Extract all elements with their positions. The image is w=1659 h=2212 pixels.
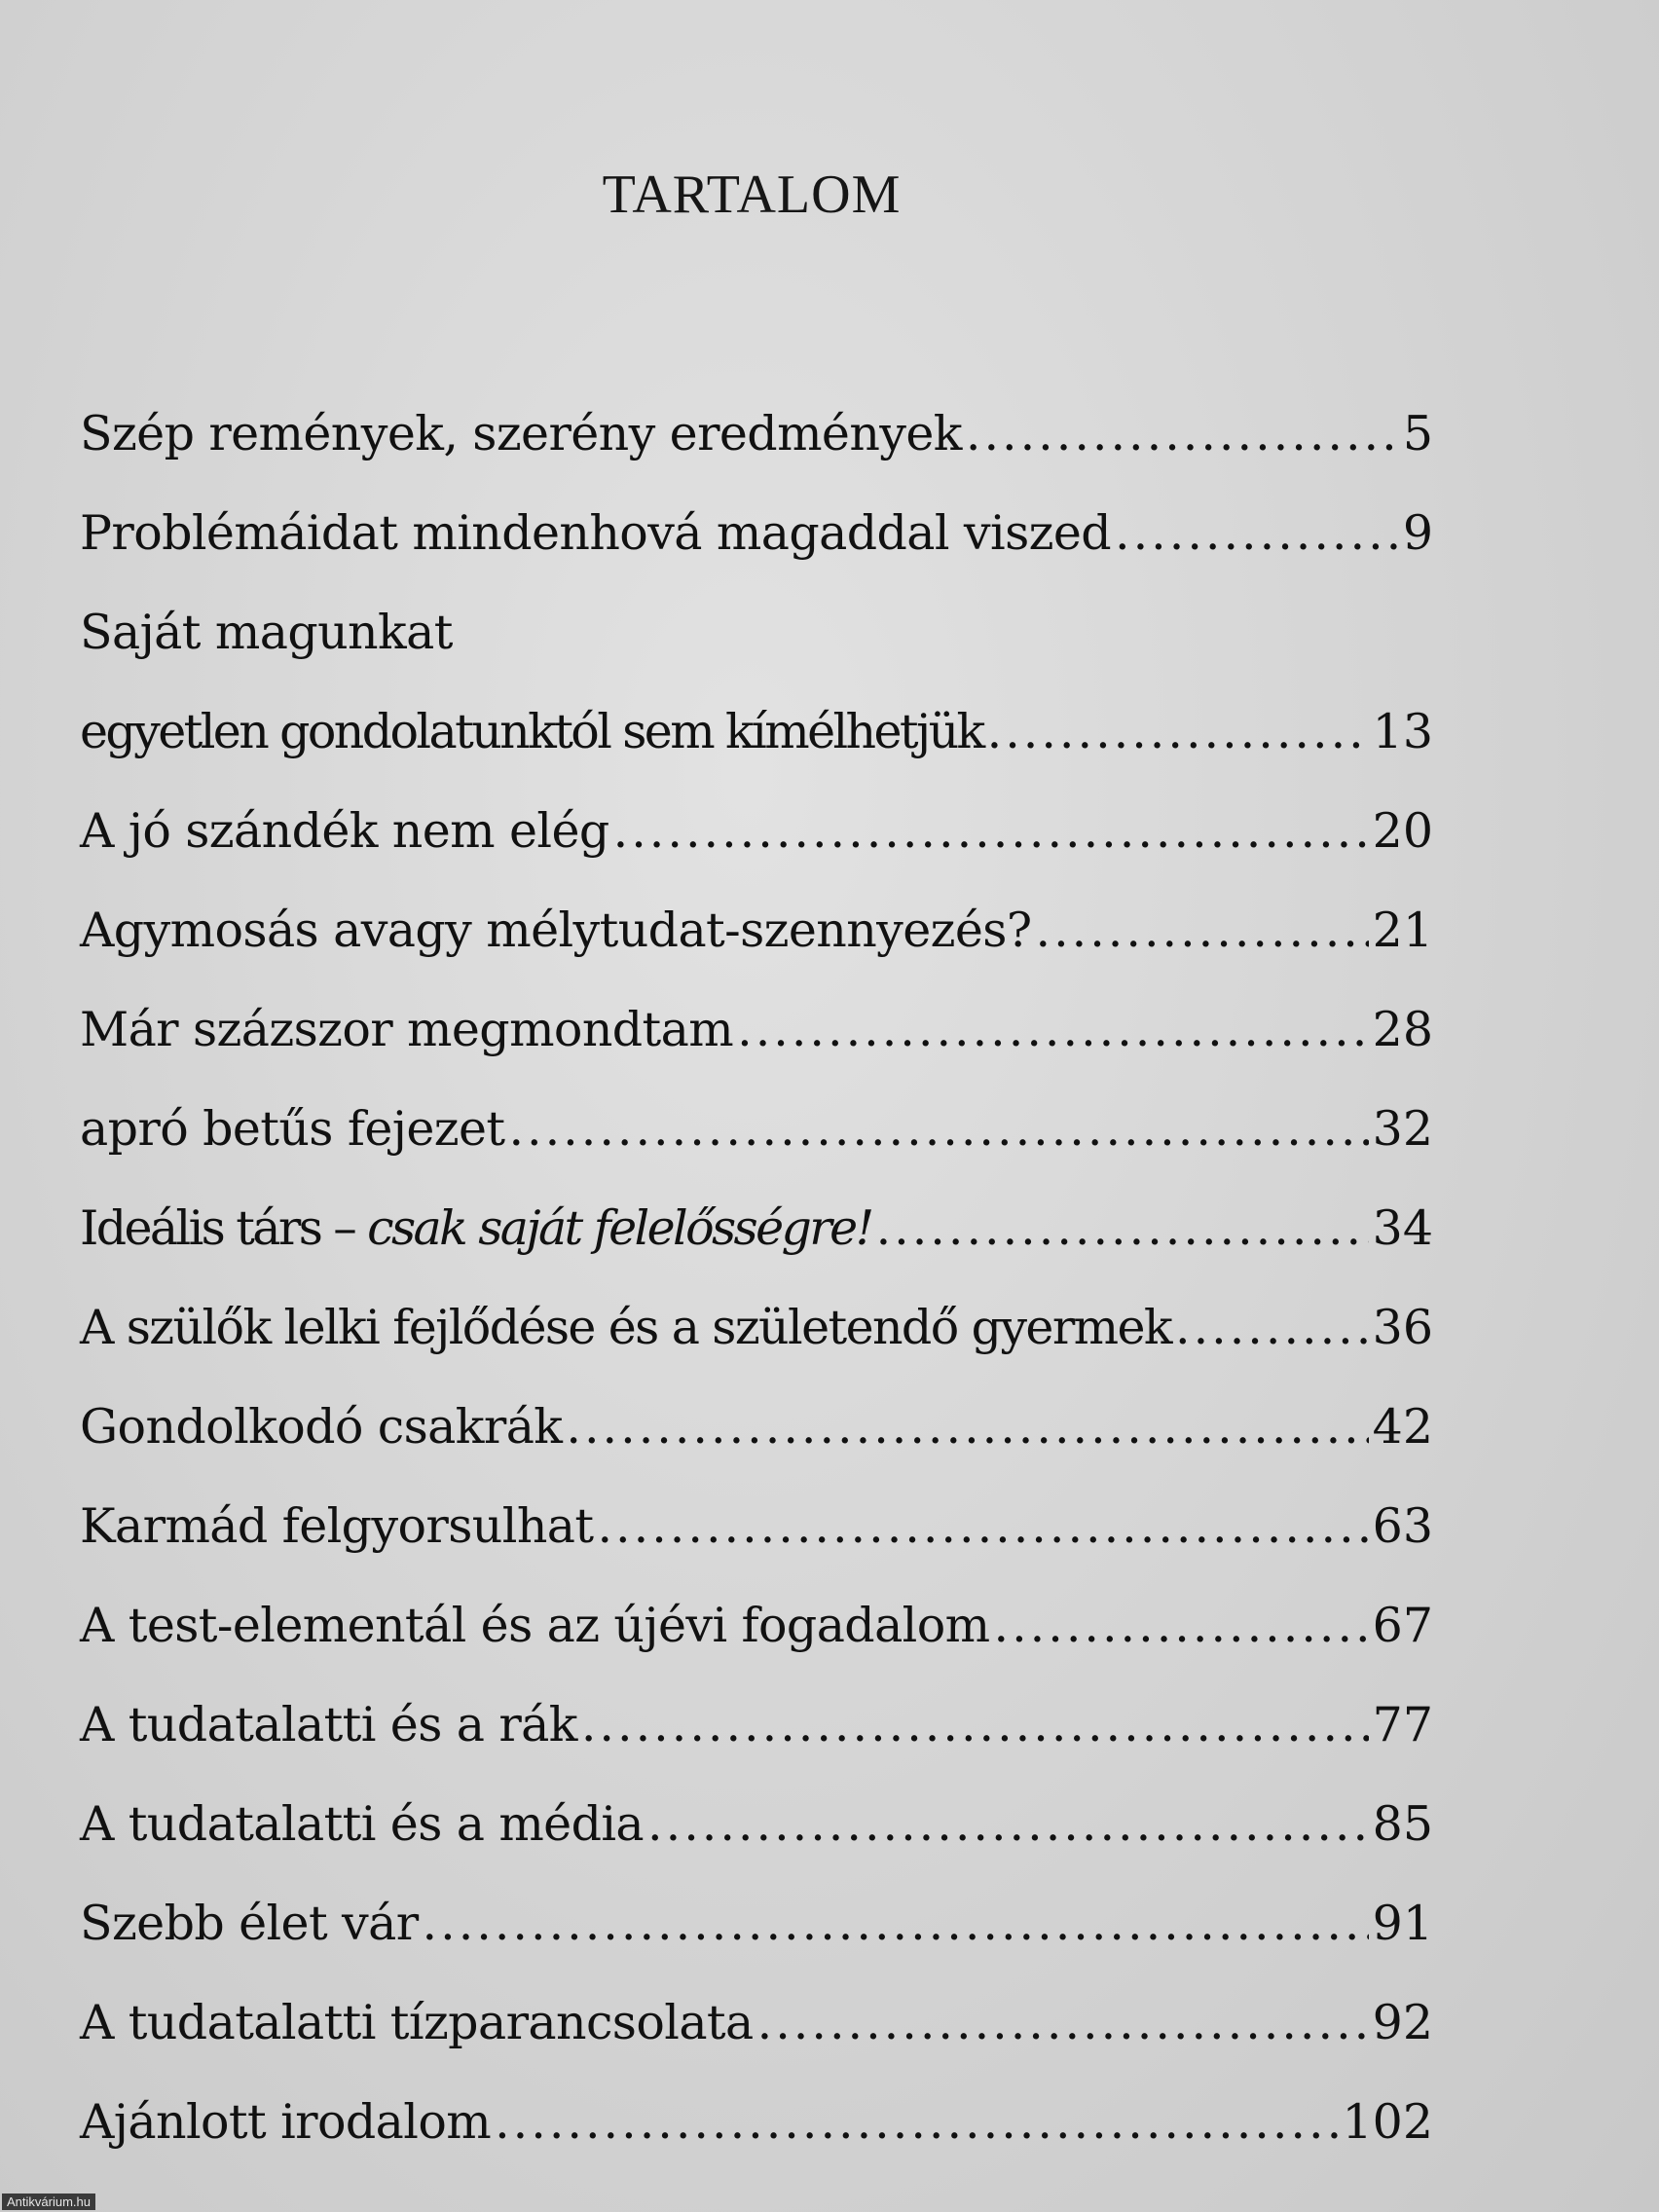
toc-entry-page: 42	[1372, 1399, 1433, 1455]
toc-entry	[80, 2073, 1433, 2172]
toc-entry-title-plain: Ideális társ –	[80, 1200, 368, 1256]
toc-entry	[80, 1973, 1433, 2073]
toc-entry-page: 20	[1372, 803, 1433, 859]
toc-entry-title: Saját magunkat	[80, 605, 453, 660]
toc-entry-page: 32	[1372, 1101, 1433, 1157]
dot-leader	[994, 1576, 1369, 1676]
toc-entry	[80, 1775, 1433, 1874]
toc-entry-title: Ajánlott irodalom	[80, 2094, 492, 2150]
toc-entry-title: A tudatalatti és a média	[80, 1796, 645, 1852]
toc-entry-title: Már százszor megmondtam	[80, 1002, 734, 1057]
toc-entry-title: A test-elementál és az újévi fogadalom	[80, 1598, 990, 1653]
toc-entry	[80, 1278, 1433, 1378]
toc-entry	[80, 1378, 1433, 1477]
toc-entry	[80, 1477, 1433, 1576]
toc-entry-title: Szebb élet vár	[80, 1896, 419, 1951]
dot-leader	[581, 1676, 1369, 1775]
watermark-label: Antikvárium.hu	[2, 2194, 95, 2210]
dot-leader	[1036, 881, 1369, 980]
toc-entry-title: A jó szándék nem elég	[80, 803, 609, 859]
page-title: TARTALOM	[602, 165, 902, 225]
dot-leader	[508, 1080, 1368, 1179]
toc-entry-page: 5	[1402, 406, 1433, 461]
toc-entry-title: A tudatalatti és a rák	[80, 1697, 577, 1752]
toc-entry	[80, 1676, 1433, 1775]
toc-entry-title: Agymosás avagy mélytudat-szennyezés?	[80, 903, 1032, 958]
dot-leader	[495, 2073, 1338, 2172]
toc-entry-page: 9	[1402, 505, 1433, 561]
toc-entry	[80, 782, 1433, 881]
dot-leader	[966, 385, 1399, 484]
toc-entry-page: 102	[1342, 2094, 1433, 2150]
toc-entry	[80, 682, 1433, 782]
dot-leader	[1115, 484, 1399, 583]
toc-entry	[80, 1179, 1433, 1278]
toc-entry-page: 92	[1372, 1995, 1433, 2050]
toc-entry	[80, 1874, 1433, 1973]
dot-leader	[876, 1179, 1369, 1278]
toc-entry	[80, 881, 1433, 980]
dot-leader	[647, 1775, 1369, 1874]
dot-leader	[737, 980, 1369, 1080]
toc-entry-page: 28	[1372, 1002, 1433, 1057]
dot-leader	[1175, 1278, 1369, 1378]
dot-leader	[987, 682, 1369, 782]
dot-leader	[613, 782, 1369, 881]
table-of-contents	[80, 385, 1433, 2172]
toc-entry	[80, 385, 1433, 484]
toc-entry-title: A tudatalatti tízparancsolata	[80, 1995, 754, 2050]
toc-entry-page: 77	[1372, 1697, 1433, 1752]
toc-entry	[80, 583, 1433, 682]
toc-entry-page: 85	[1372, 1796, 1433, 1852]
toc-entry-title: Problémáidat mindenhová magaddal viszed	[80, 505, 1112, 561]
toc-entry-page: 36	[1372, 1300, 1433, 1355]
toc-entry-title: Karmád felgyorsulhat	[80, 1498, 594, 1554]
dot-leader	[757, 1973, 1369, 2073]
toc-entry-title: Gondolkodó csakrák	[80, 1399, 563, 1455]
dot-leader	[423, 1874, 1369, 1973]
toc-entry-title: A szülők lelki fejlődése és a születendő gyermek	[80, 1300, 1171, 1355]
toc-entry-page: 34	[1372, 1200, 1433, 1256]
toc-entry-page: 21	[1372, 903, 1433, 958]
toc-entry-page: 13	[1372, 704, 1433, 759]
toc-entry-title: Szép remények, szerény eredmények	[80, 406, 962, 461]
toc-entry-page: 63	[1372, 1498, 1433, 1554]
toc-entry-page: 67	[1372, 1598, 1433, 1653]
toc-entry	[80, 1576, 1433, 1676]
toc-entry-title	[80, 1179, 872, 1278]
toc-entry	[80, 980, 1433, 1080]
dot-leader	[597, 1477, 1368, 1576]
toc-entry	[80, 1080, 1433, 1179]
toc-entry-page: 91	[1372, 1896, 1433, 1951]
toc-entry-title: apró betűs fejezet	[80, 1101, 505, 1157]
dot-leader	[566, 1378, 1368, 1477]
toc-entry-title-italic: csak saját felelősségre!	[367, 1200, 872, 1256]
toc-entry	[80, 484, 1433, 583]
toc-entry-title: egyetlen gondolatunktól sem kímélhetjük	[80, 704, 983, 759]
